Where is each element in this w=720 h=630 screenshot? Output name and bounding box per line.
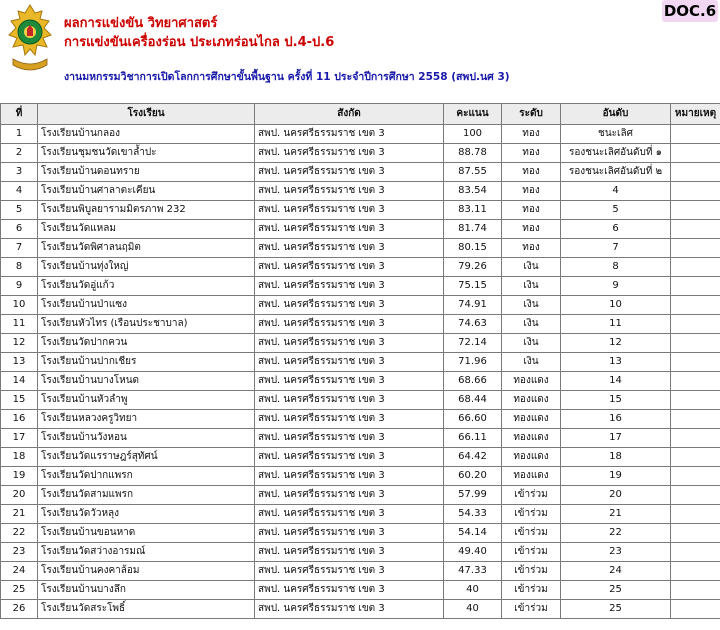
cell-remarks	[671, 543, 720, 562]
cell-remarks	[671, 448, 720, 467]
cell-remarks	[671, 296, 720, 315]
cell-level: ทองแดง	[502, 391, 561, 410]
competition-title: การแข่งขันเครื่องร่อน ประเภทร่อนไกล ป.4-ป.6	[64, 35, 335, 50]
cell-affiliation: สพป. นครศรีธรรมราช เขต 3	[255, 296, 444, 315]
cell-school: โรงเรียนบ้านกลอง	[38, 125, 255, 144]
cell-rank: รองชนะเลิศอันดับที่ ๒	[561, 163, 671, 182]
column-header-affiliation: สังกัด	[255, 104, 444, 125]
cell-affiliation: สพป. นครศรีธรรมราช เขต 3	[255, 486, 444, 505]
table-row	[1, 410, 720, 429]
cell-remarks	[671, 277, 720, 296]
cell-affiliation: สพป. นครศรีธรรมราช เขต 3	[255, 239, 444, 258]
table-row	[1, 277, 720, 296]
column-header-rank: อันดับ	[561, 104, 671, 125]
cell-school: โรงเรียนบ้านบางโหนด	[38, 372, 255, 391]
cell-number: 23	[1, 543, 38, 562]
table-row	[1, 296, 720, 315]
cell-rank: 17	[561, 429, 671, 448]
table-row	[1, 315, 720, 334]
cell-score: 83.11	[444, 201, 502, 220]
cell-school: โรงเรียนพิบูลยารามมิตรภาพ 232	[38, 201, 255, 220]
cell-school: โรงเรียนบ้านขอนหาด	[38, 524, 255, 543]
cell-score: 72.14	[444, 334, 502, 353]
cell-level: ทอง	[502, 182, 561, 201]
cell-number: 14	[1, 372, 38, 391]
cell-affiliation: สพป. นครศรีธรรมราช เขต 3	[255, 467, 444, 486]
cell-school: โรงเรียนวัดสว่างอารมณ์	[38, 543, 255, 562]
cell-level: เงิน	[502, 296, 561, 315]
cell-score: 54.33	[444, 505, 502, 524]
cell-school: โรงเรียนวัดอู่แก้ว	[38, 277, 255, 296]
cell-rank: 13	[561, 353, 671, 372]
cell-level: เข้าร่วม	[502, 562, 561, 581]
cell-level: เข้าร่วม	[502, 600, 561, 619]
cell-rank: 22	[561, 524, 671, 543]
table-row	[1, 486, 720, 505]
cell-rank: รองชนะเลิศอันดับที่ ๑	[561, 144, 671, 163]
cell-affiliation: สพป. นครศรีธรรมราช เขต 3	[255, 505, 444, 524]
cell-affiliation: สพป. นครศรีธรรมราช เขต 3	[255, 562, 444, 581]
cell-level: เข้าร่วม	[502, 505, 561, 524]
cell-number: 22	[1, 524, 38, 543]
column-header-score: คะแนน	[444, 104, 502, 125]
cell-remarks	[671, 524, 720, 543]
table-row	[1, 448, 720, 467]
cell-level: ทอง	[502, 220, 561, 239]
cell-affiliation: สพป. นครศรีธรรมราช เขต 3	[255, 163, 444, 182]
cell-remarks	[671, 410, 720, 429]
cell-rank: 12	[561, 334, 671, 353]
page-header	[0, 0, 720, 100]
cell-score: 66.11	[444, 429, 502, 448]
cell-school: โรงเรียนหัวไทร (เรือนประชาบาล)	[38, 315, 255, 334]
cell-rank: 4	[561, 182, 671, 201]
cell-score: 87.55	[444, 163, 502, 182]
cell-score: 79.26	[444, 258, 502, 277]
cell-rank: 14	[561, 372, 671, 391]
table-row	[1, 543, 720, 562]
cell-number: 19	[1, 467, 38, 486]
cell-rank: 9	[561, 277, 671, 296]
cell-remarks	[671, 353, 720, 372]
cell-number: 3	[1, 163, 38, 182]
cell-score: 68.44	[444, 391, 502, 410]
cell-rank: 6	[561, 220, 671, 239]
cell-school: โรงเรียนหลวงครูวิทยา	[38, 410, 255, 429]
cell-rank: 25	[561, 581, 671, 600]
cell-remarks	[671, 600, 720, 619]
cell-level: เข้าร่วม	[502, 543, 561, 562]
cell-school: โรงเรียนวัดปากควน	[38, 334, 255, 353]
cell-number: 1	[1, 125, 38, 144]
cell-score: 74.91	[444, 296, 502, 315]
cell-rank: 16	[561, 410, 671, 429]
cell-number: 25	[1, 581, 38, 600]
cell-school: โรงเรียนบ้านหัวลำพู	[38, 391, 255, 410]
cell-affiliation: สพป. นครศรีธรรมราช เขต 3	[255, 448, 444, 467]
cell-score: 88.78	[444, 144, 502, 163]
cell-affiliation: สพป. นครศรีธรรมราช เขต 3	[255, 524, 444, 543]
cell-affiliation: สพป. นครศรีธรรมราช เขต 3	[255, 334, 444, 353]
table-row	[1, 524, 720, 543]
event-subtitle: งานมหกรรมวิชาการเปิดโลกการศึกษาขั้นพื้นฐาน ครั้งที่ 11 ประจำปีการศึกษา 2558 (สพป.นศ 3)	[64, 71, 510, 83]
table-row	[1, 429, 720, 448]
cell-affiliation: สพป. นครศรีธรรมราช เขต 3	[255, 372, 444, 391]
table-row	[1, 144, 720, 163]
cell-remarks	[671, 372, 720, 391]
table-row	[1, 600, 720, 619]
cell-remarks	[671, 163, 720, 182]
table-row	[1, 163, 720, 182]
cell-rank: 7	[561, 239, 671, 258]
cell-level: เงิน	[502, 353, 561, 372]
table-row	[1, 258, 720, 277]
cell-remarks	[671, 581, 720, 600]
cell-score: 100	[444, 125, 502, 144]
cell-remarks	[671, 144, 720, 163]
cell-remarks	[671, 125, 720, 144]
cell-school: โรงเรียนบ้านทุ่งใหญ่	[38, 258, 255, 277]
cell-affiliation: สพป. นครศรีธรรมราช เขต 3	[255, 315, 444, 334]
cell-score: 68.66	[444, 372, 502, 391]
table-row	[1, 201, 720, 220]
cell-school: โรงเรียนบ้านคงคาล้อม	[38, 562, 255, 581]
cell-level: ทอง	[502, 201, 561, 220]
cell-affiliation: สพป. นครศรีธรรมราช เขต 3	[255, 581, 444, 600]
cell-rank: 5	[561, 201, 671, 220]
cell-remarks	[671, 391, 720, 410]
cell-affiliation: สพป. นครศรีธรรมราช เขต 3	[255, 543, 444, 562]
cell-score: 71.96	[444, 353, 502, 372]
table-header-row	[1, 104, 720, 125]
cell-rank: 15	[561, 391, 671, 410]
cell-level: ทอง	[502, 239, 561, 258]
cell-school: โรงเรียนบ้านดอนทราย	[38, 163, 255, 182]
cell-affiliation: สพป. นครศรีธรรมราช เขต 3	[255, 182, 444, 201]
cell-school: โรงเรียนชุมชนวัดเขาล้ำปะ	[38, 144, 255, 163]
cell-number: 13	[1, 353, 38, 372]
cell-level: ทองแดง	[502, 429, 561, 448]
cell-remarks	[671, 334, 720, 353]
cell-number: 8	[1, 258, 38, 277]
results-table	[0, 103, 720, 619]
cell-remarks	[671, 239, 720, 258]
cell-level: ทอง	[502, 163, 561, 182]
cell-remarks	[671, 505, 720, 524]
table-row	[1, 505, 720, 524]
cell-level: เงิน	[502, 277, 561, 296]
cell-affiliation: สพป. นครศรีธรรมราช เขต 3	[255, 277, 444, 296]
cell-school: โรงเรียนวัดพิศาลนฤมิต	[38, 239, 255, 258]
cell-number: 6	[1, 220, 38, 239]
cell-number: 11	[1, 315, 38, 334]
cell-level: ทอง	[502, 144, 561, 163]
cell-number: 24	[1, 562, 38, 581]
cell-level: เข้าร่วม	[502, 581, 561, 600]
cell-number: 21	[1, 505, 38, 524]
cell-school: โรงเรียนวัดวัวหลุง	[38, 505, 255, 524]
cell-rank: 10	[561, 296, 671, 315]
cell-school: โรงเรียนบ้านป่าแซง	[38, 296, 255, 315]
cell-score: 75.15	[444, 277, 502, 296]
cell-score: 81.74	[444, 220, 502, 239]
cell-remarks	[671, 315, 720, 334]
results-body	[1, 125, 720, 619]
cell-rank: 20	[561, 486, 671, 505]
cell-rank: 25	[561, 600, 671, 619]
cell-number: 26	[1, 600, 38, 619]
cell-number: 20	[1, 486, 38, 505]
cell-affiliation: สพป. นครศรีธรรมราช เขต 3	[255, 391, 444, 410]
doc-badge: DOC.6	[663, 2, 717, 20]
cell-rank: 8	[561, 258, 671, 277]
cell-school: โรงเรียนวัดสระโพธิ์	[38, 600, 255, 619]
cell-score: 64.42	[444, 448, 502, 467]
cell-school: โรงเรียนบ้านศาลาตะเคียน	[38, 182, 255, 201]
cell-level: เงิน	[502, 334, 561, 353]
column-header-school: โรงเรียน	[38, 104, 255, 125]
cell-remarks	[671, 220, 720, 239]
table-row	[1, 372, 720, 391]
cell-rank: 23	[561, 543, 671, 562]
cell-rank: 19	[561, 467, 671, 486]
cell-school: โรงเรียนบ้านปากเชียร	[38, 353, 255, 372]
cell-number: 17	[1, 429, 38, 448]
cell-school: โรงเรียนบ้านวังหอน	[38, 429, 255, 448]
page-title: ผลการแข่งขัน วิทยาศาสตร์	[64, 16, 218, 31]
cell-number: 9	[1, 277, 38, 296]
cell-score: 74.63	[444, 315, 502, 334]
cell-number: 18	[1, 448, 38, 467]
cell-number: 5	[1, 201, 38, 220]
cell-score: 47.33	[444, 562, 502, 581]
cell-number: 7	[1, 239, 38, 258]
cell-school: โรงเรียนวัดแรราษฎร์สุทัศน์	[38, 448, 255, 467]
cell-rank: 18	[561, 448, 671, 467]
cell-remarks	[671, 258, 720, 277]
cell-score: 57.99	[444, 486, 502, 505]
cell-rank: 24	[561, 562, 671, 581]
table-row	[1, 391, 720, 410]
table-row	[1, 353, 720, 372]
cell-level: ทองแดง	[502, 372, 561, 391]
cell-remarks	[671, 429, 720, 448]
cell-level: เข้าร่วม	[502, 524, 561, 543]
cell-score: 83.54	[444, 182, 502, 201]
cell-score: 66.60	[444, 410, 502, 429]
cell-affiliation: สพป. นครศรีธรรมราช เขต 3	[255, 201, 444, 220]
cell-affiliation: สพป. นครศรีธรรมราช เขต 3	[255, 410, 444, 429]
table-row	[1, 220, 720, 239]
column-header-number: ที่	[1, 104, 38, 125]
cell-number: 2	[1, 144, 38, 163]
cell-level: ทองแดง	[502, 448, 561, 467]
cell-affiliation: สพป. นครศรีธรรมราช เขต 3	[255, 144, 444, 163]
cell-number: 4	[1, 182, 38, 201]
cell-remarks	[671, 201, 720, 220]
column-header-level: ระดับ	[502, 104, 561, 125]
cell-affiliation: สพป. นครศรีธรรมราช เขต 3	[255, 220, 444, 239]
cell-number: 15	[1, 391, 38, 410]
cell-school: โรงเรียนวัดปากแพรก	[38, 467, 255, 486]
cell-affiliation: สพป. นครศรีธรรมราช เขต 3	[255, 429, 444, 448]
cell-number: 16	[1, 410, 38, 429]
cell-level: เงิน	[502, 315, 561, 334]
cell-affiliation: สพป. นครศรีธรรมราช เขต 3	[255, 600, 444, 619]
cell-remarks	[671, 182, 720, 201]
cell-affiliation: สพป. นครศรีธรรมราช เขต 3	[255, 258, 444, 277]
cell-level: เข้าร่วม	[502, 486, 561, 505]
cell-score: 40	[444, 600, 502, 619]
table-row	[1, 467, 720, 486]
cell-remarks	[671, 486, 720, 505]
cell-school: โรงเรียนวัดแหลม	[38, 220, 255, 239]
cell-rank: 21	[561, 505, 671, 524]
table-row	[1, 125, 720, 144]
cell-level: ทองแดง	[502, 467, 561, 486]
cell-remarks	[671, 562, 720, 581]
table-row	[1, 182, 720, 201]
cell-score: 54.14	[444, 524, 502, 543]
cell-school: โรงเรียนวัดสามแพรก	[38, 486, 255, 505]
cell-remarks	[671, 467, 720, 486]
cell-level: เงิน	[502, 258, 561, 277]
cell-score: 40	[444, 581, 502, 600]
table-row	[1, 562, 720, 581]
table-row	[1, 334, 720, 353]
column-header-remarks: หมายเหตุ	[671, 104, 720, 125]
cell-level: ทอง	[502, 125, 561, 144]
cell-number: 12	[1, 334, 38, 353]
cell-score: 49.40	[444, 543, 502, 562]
cell-level: ทองแดง	[502, 410, 561, 429]
school-emblem-icon	[7, 3, 53, 75]
cell-affiliation: สพป. นครศรีธรรมราช เขต 3	[255, 125, 444, 144]
cell-affiliation: สพป. นครศรีธรรมราช เขต 3	[255, 353, 444, 372]
cell-rank: ชนะเลิศ	[561, 125, 671, 144]
table-row	[1, 239, 720, 258]
cell-score: 60.20	[444, 467, 502, 486]
table-row	[1, 581, 720, 600]
cell-school: โรงเรียนบ้านบางลึก	[38, 581, 255, 600]
cell-rank: 11	[561, 315, 671, 334]
cell-number: 10	[1, 296, 38, 315]
cell-score: 80.15	[444, 239, 502, 258]
